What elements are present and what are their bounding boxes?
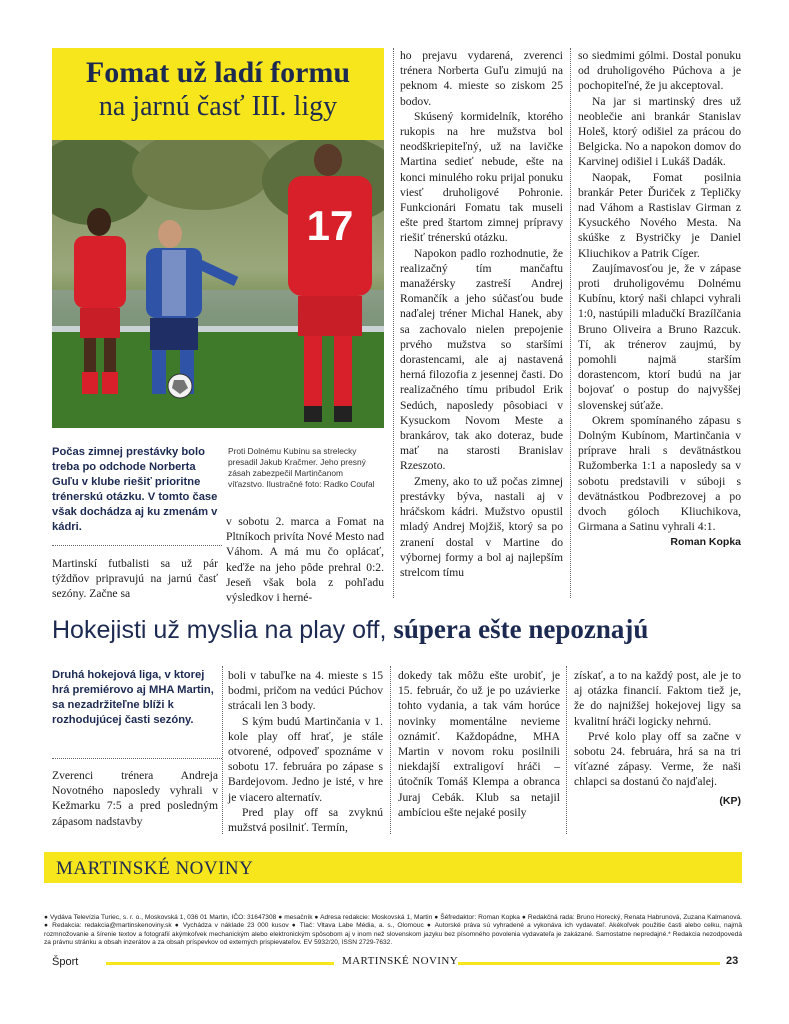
article1-title-line2: na jarnú časť III. ligy [98, 91, 338, 122]
article2-title-bold: súpera ešte nepoznajú [393, 614, 649, 644]
column-rule [390, 666, 391, 834]
article2-lead: Druhá hokejová liga, v ktorej hrá premiérovo aj MHA Martin, sa nezadržiteľne blíži k rozhodujúcej časti sezóny. [52, 669, 214, 726]
article1-col4-p4: Zaujímavosťou je, že v zápase proti druholigovému Dolnému Kubínu, ktorý naši chlapci vyhrali 1:0, nastúpili mladučkí Brazílčania Bruno Oliveira a Bruno Razcuk. Tí, ak trénerov zaujmú, by pomohli najmä starším dorastencom, ktorí budú na jar bojovať o postup do najvyššej slovenskej súťaže. [578, 261, 741, 412]
article2-title-light: Hokejisti už myslia na play off, [52, 616, 394, 644]
article1-title [52, 56, 384, 124]
article2-col2-p2: S kým budú Martinčania v 1. kole play off hrať, je stále otvorené, odpoveď spoznáme v sobotu 17. februára po zápase s Bardejovom. Jedno je isté, v hre je viacero alternatív. [228, 714, 383, 804]
footer-section: Šport [52, 956, 79, 968]
article1-col3-p1: ho prejavu vydarená, zverenci trénera Norberta Guľu zimujú na peknom 4. mieste so ziskom 25 bodov. [400, 49, 563, 108]
article1-col1 [52, 556, 218, 602]
article2-col2-p3: Pred play off sa zvyknú mužstvá posilniť. Termín, [228, 805, 383, 835]
article1-col3-p2: Skúsený kormidelník, ktorého rukopis na hre mužstva bol neodškriepiteľný, už na lavičke Martina sedieť nebude, ešte na konci minulého roku prijal ponuku viesť druholigové Pohronie. Funkcionári Fomatu tak museli ešte pred štartom zimnej prípravy riešiť trénerskú otázku. [400, 109, 563, 245]
page-number: 23 [726, 955, 739, 967]
article2-col1 [52, 768, 218, 829]
column-rule [393, 48, 394, 598]
masthead-name: MARTINSKÉ NOVINY [56, 858, 254, 879]
article1-col3-p4: Zmeny, ako to už počas zimnej prestávky býva, nastali aj v hráčskom kádri. Mužstvo opustil mladý Andrej Mojžiš, ktorý sa po zranení dostal v Martine do výbornej formy a bol aj najlepším strelcom tímu [400, 474, 563, 579]
article2-title [52, 612, 752, 647]
article2-author: (KP) [719, 794, 741, 807]
article1-col4-p1: so siedmimi gólmi. Dostal ponuku od druholigového Púchova a je pochopiteľné, že ju akceptoval. [578, 49, 741, 93]
jersey-number: 17 [306, 202, 354, 249]
lead-rule [52, 545, 222, 546]
article1-col3 [400, 48, 563, 580]
lead-rule [52, 758, 222, 759]
column-rule [222, 666, 223, 834]
article1-col2 [226, 514, 384, 605]
article2-col2-p1: boli v tabuľke na 4. mieste s 15 bodmi, pričom na vedúci Púchov strácali len 3 body. [228, 669, 383, 713]
article1-col3-p3: Napokon padlo rozhodnutie, že realizačný tím mančaftu manažérsky zastreší Andrej Romančík a jeho súčasťou bude naďalej tréner Michal Hanek, aby sa zachovalo nielen prepojenie prvého mužstva so staršími dorastencami, ale aj nastavená herná filozofia z jesennej časti. Do realizačného tímu pribudol Erik Sedúch, naposledy pôsobiaci v Kysuckom Novom Meste a brankárov, tak ako doteraz, bude mať na starosti Branislav Rzeszoto. [400, 246, 563, 473]
article1-col4-p3: Naopak, Fomat posilnia brankár Peter Ďuriček z Tepličky nad Váhom a Rastislav Girman z Kysuckého Nového Mesta. Na skúške z Bystričky je Daniel Kliuchikov a Patrik Cíger. [578, 170, 741, 260]
footer-paper: MARTINSKÉ NOVINY [342, 955, 459, 967]
article2-col1-p1: Zverenci trénera Andreja Novotného naposledy vyhrali v Kežmarku 7:5 a pred posledným zápasom nadstavby [52, 769, 218, 828]
column-rule [566, 666, 567, 834]
football-photo [52, 140, 384, 428]
footer-rule-left [106, 962, 334, 965]
column-rule [570, 48, 571, 598]
article1-photo [52, 140, 384, 428]
article1-col4 [578, 48, 741, 550]
article1-col1-p1: Martinskí futbalisti sa už pár týždňov pripravujú na jarnú časť sezóny. Začne sa [52, 557, 218, 601]
footer-rule-right [458, 962, 720, 965]
article2-col4-p1: získať, a to na každý post, ale je to aj otázka financií. Faktom tiež je, že do najnižšej hokejovej ligy sa kvalitní hráči logicky nehrnú. [574, 669, 741, 728]
article2-col2 [228, 668, 383, 835]
article2-col3-p1: dokedy tak môžu ešte urobiť, je 15. február, čo už je po uzávierke tohto vydania, a tak vám horúce novinky momentálne nevieme oznámiť. Každopádne, MHA Martin v novom roku posilnili niekdajší extraligoví hráči – útočník Tomáš Klempa a obranca Juraj Cebák. Klub sa netajil ambíciou ešte nejaké posily [398, 669, 560, 819]
article2-col3 [398, 668, 560, 820]
article1-lead: Počas zimnej prestávky bolo treba po odchode Norberta Guľu v klube riešiť prioritne trénerskú otázku. V tomto čase však dochádza aj ku zmenám v kádri. [52, 446, 218, 533]
article1-caption: Proti Dolnému Kubínu sa strelecky presadil Jakub Kračmer. Jeho presný zásah zabezpečil Martinčanom víťazstvo. Ilustračné foto: Radko Coufal [228, 446, 375, 489]
imprint-text: ● Vydáva Televízia Turiec, s. r. o., Moskovská 1, 036 01 Martin, IČO: 31647308 ● mesačník ● Adresa redakcie: Moskovská 1, Martin ● Šéfredaktor: Roman Kopka ● Redakčná rada: Bruno Horecký, Renata Habrunová, Zuzana Kalmanová. ● Redakcia: redakcia@martinskenoviny.sk ● Vychádza v náklade 23 000 kusov ● Tlač: Vltava Labe Média, a. s., Olomouc ● Autorské práva sú vyhradené a vykonáva ich vydavateľ. Akékoľvek použitie časti alebo celku, najmä rozmnožovanie a šírenie textov a fotografií akýmkoľvek mechanickým alebo elektronickým spôsobom aj v inom než slovenskom jazyku bez písomného povolenia vydavateľa je zakázané. Samostatne nepredajné.* Redakcia nezodpovedá za právnu stránku a obsah inzerátov a za obsah príspevkov od externých prispievateľov. EV 5932/20, ISSN 2729-7632. [44, 914, 742, 946]
article1-col4-p2: Na jar si martinský dres už neoblečie ani brankár Stanislav Holeš, ktorý odišiel za prácou do Belgicka. No a napokon domov do Karvinej odišiel i Lukáš Dadák. [578, 94, 741, 169]
article2-col4 [574, 668, 741, 809]
article1-col4-p5: Okrem spomínaného zápasu s Dolným Kubínom, Martinčania v príprave hrali s devätnástkou Ružomberka 1:1 a naposledy sa v sobotu predstavili v súboji s devätnástkou Podbrezovej a po dvoch góloch Kliuchikova, Girmana a Satinu vyhrali 4:1. [578, 413, 741, 534]
article2-col4-p2: Prvé kolo play off sa začne v sobotu 24. februára, hrá sa na tri víťazné zápasy. Verme, že naši chlapci sa dostanú čo najďalej. [574, 729, 741, 789]
article1-title-line1: Fomat už ladí formu [85, 56, 351, 89]
article1-author: Roman Kopka [670, 535, 741, 548]
article1-col2-p1: v sobotu 2. marca a Fomat na Pltníkoch privíta Nové Mesto nad Váhom. A má mu čo oplácať, keďže na jeho pôde prehral 0:2. Jeseň však bola z pohľadu výsledkov i herné- [226, 515, 384, 605]
